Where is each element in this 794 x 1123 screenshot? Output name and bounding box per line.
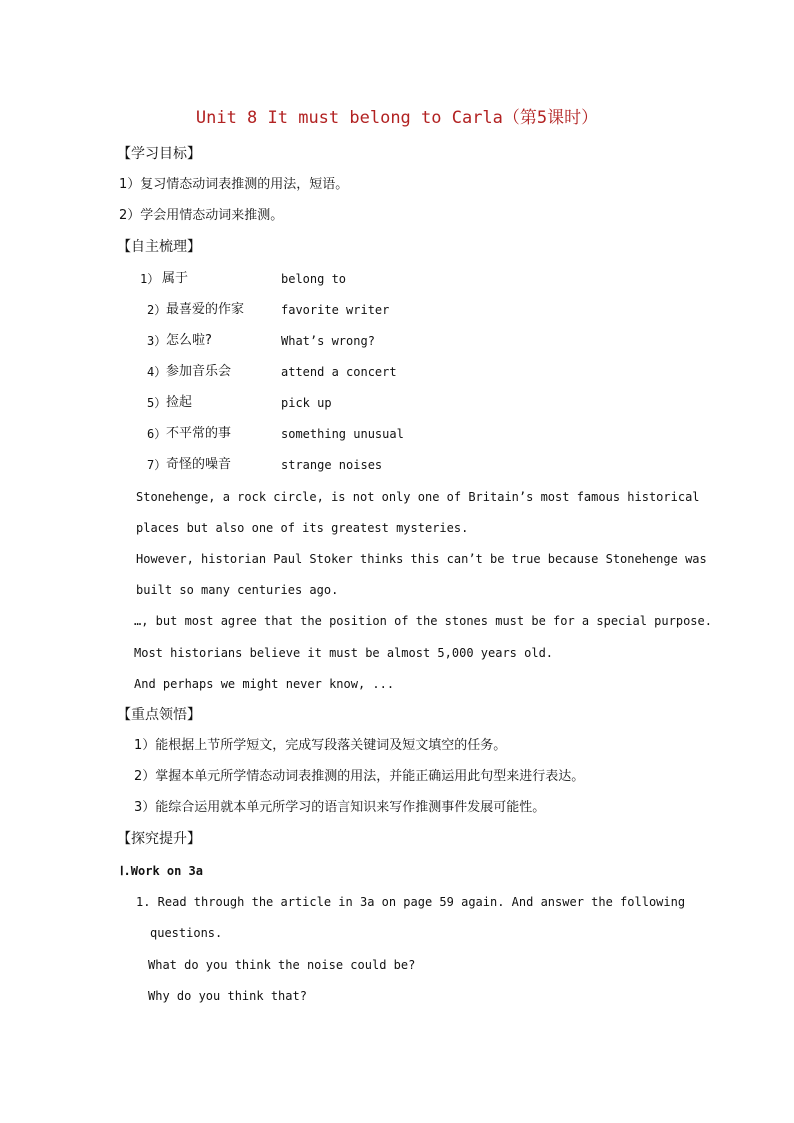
sentence-line: However, historian Paul Stoker thinks this can’t be true because Stonehenge was — [136, 552, 707, 566]
goal-item-2: 2）学会用情态动词来推测。 — [119, 208, 284, 223]
key-point-item-2: 2）掌握本单元所学情态动词表推测的用法，并能正确运用此句型来进行表达。 — [134, 769, 585, 784]
phrase-number: 3） — [147, 334, 167, 348]
explore-heading: 【探究提升】 — [117, 831, 201, 847]
phrase-english: strange noises — [281, 458, 383, 472]
task-line: questions. — [150, 926, 223, 940]
phrase-english: attend a concert — [281, 365, 397, 379]
key-point-item-1: 1）能根据上节所学短文，完成写段落关键词及短文填空的任务。 — [134, 738, 507, 753]
goals-heading: 【学习目标】 — [117, 146, 201, 162]
phrase-english: favorite writer — [281, 303, 390, 317]
key-point-item-3: 3）能综合运用就本单元所学习的语言知识来写作推测事件发展可能性。 — [134, 800, 546, 815]
sentence-line: …, but most agree that the position of the stones must be for a special purpose. — [134, 614, 712, 628]
phrase-number: 5） — [147, 396, 167, 410]
phrase-number: 4） — [147, 365, 167, 379]
phrase-chinese: 属于 — [162, 271, 189, 286]
phrase-chinese: 捡起 — [166, 395, 193, 410]
goal-item-1: 1）复习情态动词表推测的用法，短语。 — [119, 177, 349, 192]
sentence-line: built so many centuries ago. — [136, 583, 339, 597]
phrase-english: belong to — [281, 272, 347, 286]
phrase-chinese: 参加音乐会 — [166, 364, 232, 379]
phrase-number: 7） — [147, 458, 167, 472]
question-line: Why do you think that? — [148, 989, 307, 1003]
sentence-line: places but also one of its greatest mysteries. — [136, 521, 469, 535]
self-study-heading: 【自主梳理】 — [117, 239, 201, 255]
question-line: What do you think the noise could be? — [148, 958, 416, 972]
phrase-english: something unusual — [281, 427, 404, 441]
phrase-number: 2） — [147, 303, 167, 317]
sentence-line: And perhaps we might never know, ... — [134, 677, 395, 691]
phrase-chinese: 怎么啦? — [166, 333, 212, 348]
phrase-chinese: 最喜爱的作家 — [166, 302, 245, 317]
phrase-number: 6） — [147, 427, 167, 441]
phrase-chinese: 奇怪的噪音 — [166, 457, 232, 472]
key-points-heading: 【重点领悟】 — [117, 707, 201, 723]
task-line: 1. Read through the article in 3a on page 59 again. And answer the following — [136, 895, 686, 909]
phrase-english: What’s wrong? — [281, 334, 375, 348]
phrase-number: 1） — [140, 272, 160, 286]
phrase-english: pick up — [281, 396, 332, 410]
sentence-line: Most historians believe it must be almost 5,000 years old. — [134, 646, 554, 660]
phrase-chinese: 不平常的事 — [166, 426, 232, 441]
sentence-line: Stonehenge, a rock circle, is not only one of Britain’s most famous historical — [136, 490, 700, 504]
explore-subheading: Ⅰ.Work on 3a — [120, 864, 204, 878]
page-title: Unit 8 It must belong to Carla（第5课时） — [195, 108, 599, 128]
